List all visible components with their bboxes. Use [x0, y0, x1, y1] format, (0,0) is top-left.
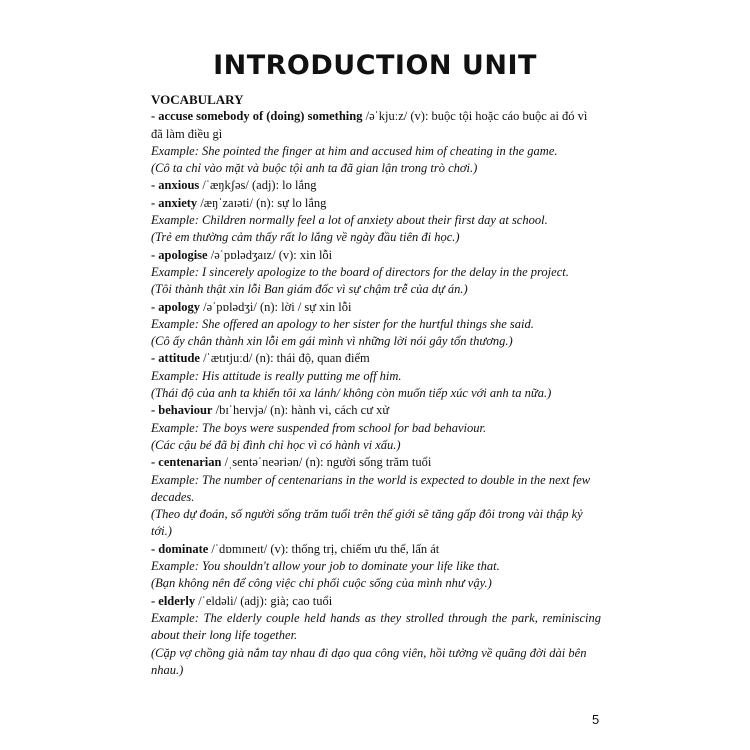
- vocab-entry: [151, 454, 601, 471]
- vocab-entry: [151, 402, 601, 419]
- vocab-entry: [151, 247, 601, 264]
- vocab-definition: /əˈkjuːz/ (v): buộc tội hoặc cáo buộc ai đó vì đã làm điều gì: [151, 109, 588, 141]
- example-sentence: Example: You shouldn't allow your job to dominate your life like that.: [151, 559, 500, 574]
- vocab-word: - apology: [151, 299, 200, 314]
- vocab-entry: [151, 350, 601, 367]
- example-sentence: Example: The elderly couple held hands as they strolled through the park, reminiscing about their long life together.: [151, 610, 601, 643]
- vocab-word: - apologise: [151, 247, 208, 262]
- vocab-word: - dominate: [151, 541, 209, 556]
- example-sentence: Example: The number of centenarians in the world is expected to double in the next few decades.: [151, 472, 591, 504]
- vocab-definition: /ˌsentəˈneəriən/ (n): người sống trăm tuổi: [221, 455, 432, 470]
- example-translation: (Cô ta chỉ vào mặt và buộc tội anh ta đã gian lận trong trò chơi.): [151, 161, 478, 176]
- vocab-definition: /ˈæŋkʃəs/ (adj): lo lắng: [199, 178, 317, 193]
- example-sentence: Example: She offered an apology to her sister for the hurtful things she said.: [151, 316, 534, 331]
- vocab-definition: /əˈpɒlədʒi/ (n): lời / sự xin lỗi: [199, 299, 352, 314]
- vocab-definition: /əˈpɒlədʒaɪz/ (v): xin lỗi: [207, 247, 333, 262]
- vocab-definition: /bɪˈheɪvjə/ (n): hành vi, cách cư xử: [212, 403, 390, 418]
- vocab-word: - accuse somebody of (doing) something: [151, 109, 363, 124]
- example-translation: (Theo dự đoán, số người sống trăm tuổi trên thế giới sẽ tăng gấp đôi trong vài thập kỷ tới.): [151, 507, 583, 539]
- example-translation: (Cô ấy chân thành xin lỗi em gái mình vì những lời nói gây tổn thương.): [151, 334, 513, 349]
- page-title: INTRODUCTION UNIT: [213, 50, 537, 81]
- vocab-entry: [151, 195, 601, 212]
- vocab-entry: [151, 541, 601, 558]
- vocab-word: - anxiety: [151, 195, 198, 210]
- example-translation: (Các cậu bé đã bị đình chỉ học vì có hành vi xấu.): [151, 437, 401, 452]
- example-translation: (Trẻ em thường cảm thấy rất lo lắng về ngày đầu tiên đi học.): [151, 230, 460, 245]
- vocab-definition: /æŋˈzaɪəti/ (n): sự lo lắng: [197, 195, 327, 210]
- vocab-word: - elderly: [151, 593, 196, 608]
- example-sentence: Example: She pointed the finger at him and accused him of cheating in the game.: [151, 143, 558, 158]
- vocab-entry: [151, 299, 601, 316]
- vocab-definition: /ˈeldəli/ (adj): già; cao tuổi: [195, 593, 333, 608]
- vocab-definition: /ˈætɪtjuːd/ (n): thái độ, quan điểm: [199, 351, 370, 366]
- example-translation: (Tôi thành thật xin lỗi Ban giám đốc vì sự chậm trễ của dự án.): [151, 282, 468, 297]
- vocab-word: - behaviour: [151, 403, 213, 418]
- vocab-word: - anxious: [151, 178, 200, 193]
- vocab-word: - centenarian: [151, 455, 222, 470]
- vocab-entry: [151, 108, 601, 143]
- section-heading: VOCABULARY: [151, 92, 244, 107]
- vocab-entry: [151, 593, 601, 610]
- example-sentence: Example: His attitude is really putting me off him.: [151, 368, 402, 383]
- page-number: 5: [592, 712, 600, 727]
- vocabulary-section: [151, 91, 601, 679]
- vocab-entry: [151, 177, 601, 194]
- example-sentence: Example: Children normally feel a lot of anxiety about their first day at school.: [151, 213, 548, 228]
- vocab-word: - attitude: [151, 351, 200, 366]
- example-sentence: Example: I sincerely apologize to the board of directors for the delay in the project.: [151, 264, 569, 279]
- example-sentence: Example: The boys were suspended from school for bad behaviour.: [151, 420, 487, 435]
- vocab-definition: /ˈdɒmɪneɪt/ (v): thống trị, chiếm ưu thế, lấn át: [208, 541, 440, 556]
- example-translation: (Cặp vợ chồng già nắm tay nhau đi dạo qua công viên, hồi tưởng về quãng đời dài bên nhau.): [151, 645, 587, 677]
- example-translation: (Bạn không nên để công việc chi phối cuộc sống của mình như vậy.): [151, 576, 492, 591]
- example-translation: (Thái độ của anh ta khiến tôi xa lánh/ không còn muốn tiếp xúc với anh ta nữa.): [151, 386, 552, 401]
